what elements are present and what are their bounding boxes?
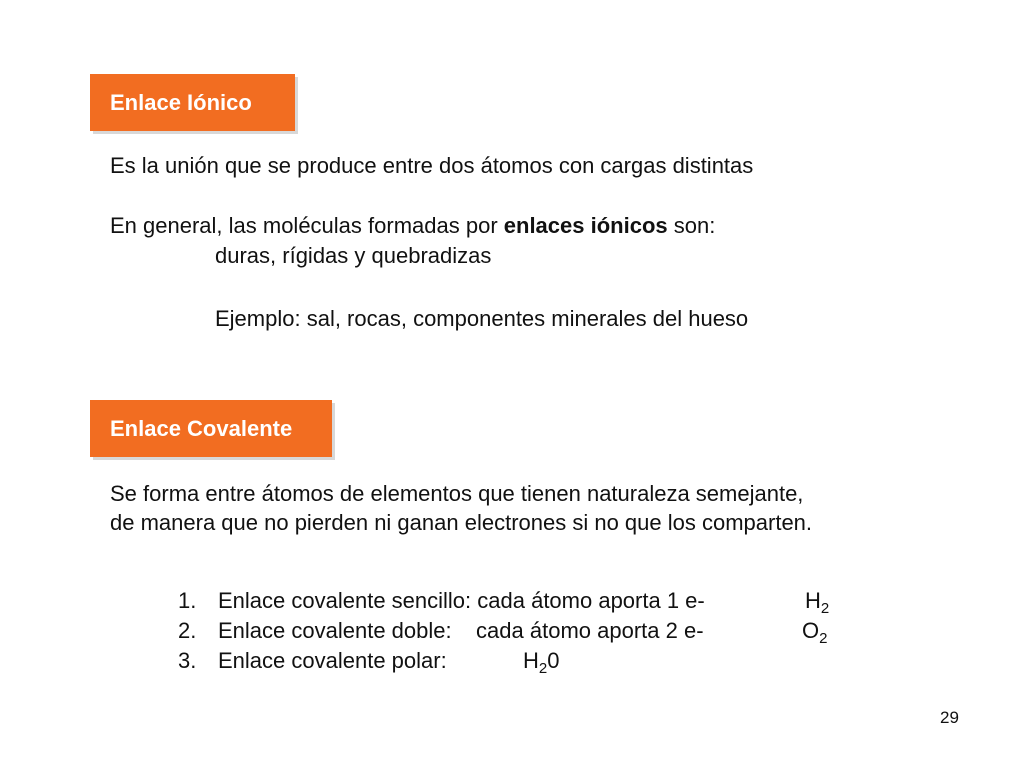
ionic-bond-heading — [90, 74, 295, 131]
formula-base: H — [523, 648, 539, 673]
ionic-example: Ejemplo: sal, rocas, componentes minerales del hueso — [215, 306, 749, 331]
ionic-bonds-emphasis: enlaces iónicos — [503, 213, 668, 238]
formula-base: O — [802, 618, 820, 643]
ionic-general-prefix: En general, las moléculas formadas por — [110, 213, 504, 238]
list-item-polar-bond — [178, 648, 560, 677]
list-number: 1. — [178, 588, 197, 613]
list-item-text: Enlace covalente sencillo: cada átomo aporta 1 e- — [218, 588, 705, 613]
covalent-bond-heading — [90, 400, 332, 457]
list-number: 3. — [178, 648, 197, 673]
formula-subscript: 2 — [820, 600, 830, 617]
covalent-definition-line2: de manera que no pierden ni ganan electrones si no que los comparten. — [110, 510, 813, 535]
formula-subscript: 2 — [538, 660, 548, 677]
covalent-definition-line1: Se forma entre átomos de elementos que tienen naturaleza semejante, — [110, 481, 804, 506]
covalent-bond-title: Enlace Covalente — [110, 415, 293, 441]
formula-h2 — [805, 588, 830, 617]
ionic-bond-title: Enlace Iónico — [110, 89, 252, 115]
list-item-single-bond — [178, 588, 830, 617]
list-item-text: Enlace covalente polar: — [218, 648, 447, 673]
page-number: 29 — [940, 708, 959, 727]
formula-tail: 0 — [547, 648, 560, 673]
ionic-general-suffix: son: — [667, 213, 716, 238]
list-number: 2. — [178, 618, 197, 643]
ionic-properties: duras, rígidas y quebradizas — [215, 243, 492, 268]
list-item-text: Enlace covalente doble: cada átomo aporta 2 e- — [218, 618, 704, 643]
formula-o2 — [802, 618, 828, 647]
formula-subscript: 2 — [819, 630, 828, 647]
ionic-definition: Es la unión que se produce entre dos átomos con cargas distintas — [110, 153, 754, 178]
formula-base: H — [805, 588, 821, 613]
list-item-double-bond — [178, 618, 828, 647]
ionic-general-statement — [110, 212, 715, 239]
formula-h2o — [523, 648, 560, 677]
